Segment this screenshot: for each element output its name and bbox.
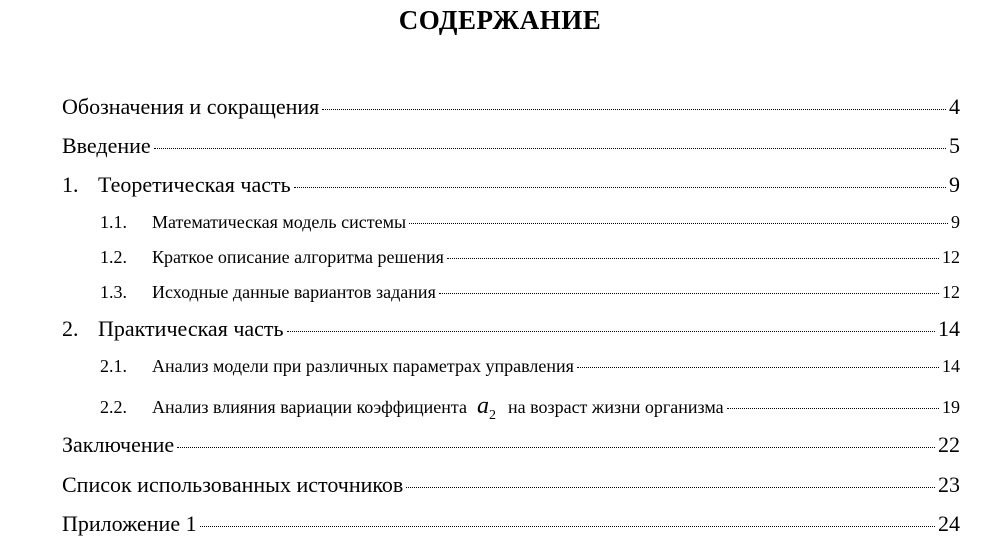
toc-entry bbox=[62, 94, 960, 120]
toc-entry-label: Практическая часть bbox=[98, 316, 284, 341]
dot-leader bbox=[447, 258, 939, 259]
toc-entry-label: Список использованных источников bbox=[62, 472, 404, 497]
toc-entry bbox=[100, 356, 960, 377]
toc-entry bbox=[62, 133, 960, 159]
toc-entry-page: 5 bbox=[949, 133, 960, 158]
toc-entry-page: 4 bbox=[949, 94, 960, 119]
toc-entry bbox=[100, 393, 960, 424]
dot-leader bbox=[577, 367, 939, 368]
dot-leader bbox=[177, 447, 935, 448]
toc-entry bbox=[62, 472, 960, 498]
toc-entry-label: Приложение 1 bbox=[62, 511, 197, 536]
toc-entry-number: 1.1. bbox=[100, 212, 127, 232]
toc-entry-number: 1.3. bbox=[100, 282, 127, 302]
toc-entry-label: Обозначения и сокращения bbox=[62, 94, 320, 119]
toc-entry-number: 1.2. bbox=[100, 247, 127, 267]
toc-entry-page: 12 bbox=[942, 282, 960, 302]
dot-leader bbox=[439, 293, 939, 294]
dot-leader bbox=[154, 148, 946, 149]
toc-entry bbox=[100, 247, 960, 268]
toc-entry-number: 2.1. bbox=[100, 356, 127, 376]
toc-entry bbox=[62, 511, 960, 537]
toc-entry bbox=[62, 316, 960, 342]
toc-entry-page: 14 bbox=[942, 356, 960, 376]
toc-entry-label: Анализ модели при различных параметрах управления bbox=[152, 356, 574, 376]
toc-entry-label: Введение bbox=[62, 133, 151, 158]
toc-entry-page: 14 bbox=[938, 316, 960, 341]
toc-entry-page: 22 bbox=[938, 432, 960, 457]
toc-entry-label: Исходные данные вариантов задания bbox=[152, 282, 436, 302]
page-title: СОДЕРЖАНИЕ bbox=[398, 5, 602, 35]
math-variable: $a_2$ bbox=[476, 393, 496, 423]
toc-entry-label: Теоретическая часть bbox=[98, 172, 291, 197]
toc-entry bbox=[62, 172, 960, 198]
toc-entry-page: 9 bbox=[951, 212, 960, 232]
toc-entry bbox=[100, 212, 960, 233]
toc-entry-label: Анализ влияния вариации коэффициента bbox=[152, 397, 467, 417]
toc-entry-number: 2. bbox=[62, 316, 79, 341]
toc-entry-page: 24 bbox=[938, 511, 960, 536]
dot-leader bbox=[287, 331, 935, 332]
toc-entry-page: 9 bbox=[949, 172, 960, 197]
toc-entry bbox=[100, 282, 960, 303]
dot-leader bbox=[322, 109, 946, 110]
dot-leader bbox=[409, 223, 948, 224]
dot-leader bbox=[727, 408, 939, 409]
dot-leader bbox=[406, 487, 935, 488]
dot-leader bbox=[294, 187, 946, 188]
toc-entry-number: 1. bbox=[62, 172, 79, 197]
toc-entry-page: 23 bbox=[938, 472, 960, 497]
toc-entry-label: Заключение bbox=[62, 432, 175, 457]
toc-entry-label-continued: на возраст жизни организма bbox=[507, 397, 724, 417]
toc-entry-page: 12 bbox=[942, 247, 960, 267]
toc-entry-number: 2.2. bbox=[100, 397, 127, 417]
toc-entry-label: Краткое описание алгоритма решения bbox=[152, 247, 444, 267]
dot-leader bbox=[200, 526, 935, 527]
toc-entry-page: 19 bbox=[942, 397, 960, 417]
toc-entry-label: Математическая модель системы bbox=[152, 212, 407, 232]
toc-entry bbox=[62, 432, 960, 458]
